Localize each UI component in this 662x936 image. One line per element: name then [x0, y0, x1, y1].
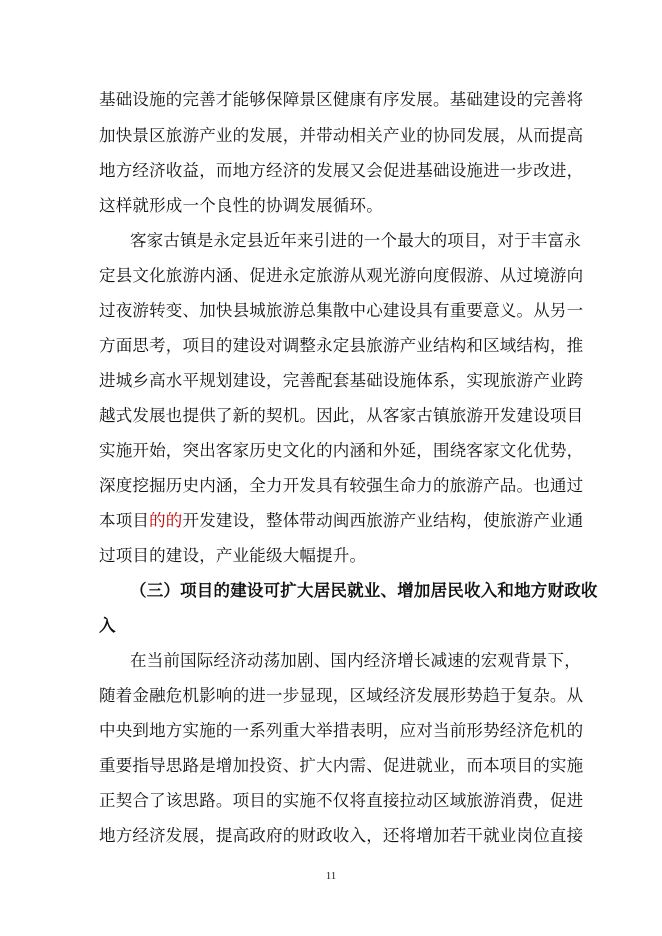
- line-text: 本项目: [99, 511, 150, 530]
- paragraph-line: 重要指导思路是增加投资、扩大内需、促进就业，而本项目的实施: [99, 756, 584, 775]
- section-heading: （三）项目的建设可扩大居民就业、增加居民收入和地方财政收: [130, 581, 598, 600]
- paragraph-line: 过项目的建设，产业能级大幅提升。: [99, 546, 367, 565]
- paragraph-line: 基础设施的完善才能够保障景区健康有序发展。基础建设的完善将: [99, 90, 584, 109]
- paragraph-line: 实施开始，突出客家历史文化的内涵和外延，围绕客家文化优势，: [99, 441, 584, 460]
- paragraph-line: 在当前国际经济动荡加剧、国内经济增长减速的宏观背景下，: [130, 651, 581, 670]
- highlighted-text: 的的: [149, 511, 183, 530]
- paragraph-line: 深度挖掘历史内涵，全力开发具有较强生命力的旅游产品。也通过: [99, 476, 584, 495]
- paragraph-line: 地方经济收益，而地方经济的发展又会促进基础设施进一步改进，: [99, 161, 584, 180]
- paragraph-line: 过夜游转变、加快县城旅游总集散中心建设具有重要意义。从另一: [99, 301, 584, 320]
- paragraph-line: 进城乡高水平规划建设，完善配套基础设施体系，实现旅游产业跨: [99, 371, 584, 390]
- paragraph-line: 客家古镇是永定县近年来引进的一个最大的项目，对于丰富永: [130, 231, 581, 250]
- paragraph-line: 随着金融危机影响的进一步显现，区域经济发展形势趋于复杂。从: [99, 686, 584, 705]
- paragraph-line: 中央到地方实施的一系列重大举措表明，应对当前形势经济危机的: [99, 721, 584, 740]
- paragraph-line: 越式发展也提供了新的契机。因此，从客家古镇旅游开发建设项目: [99, 406, 584, 425]
- paragraph-line: 正契合了该思路。项目的实施不仅将直接拉动区域旅游消费，促进: [99, 791, 584, 810]
- section-heading: 入: [99, 616, 116, 635]
- page-number: 11: [325, 870, 337, 882]
- paragraph-line: 定县文化旅游内涵、促进永定旅游从观光游向度假游、从过境游向: [99, 266, 584, 285]
- paragraph-line: [99, 511, 583, 531]
- paragraph-line: 地方经济发展，提高政府的财政收入，还将增加若干就业岗位直接: [99, 826, 584, 845]
- paragraph-line: 方面思考，项目的建设对调整永定县旅游产业结构和区域结构，推: [99, 336, 584, 355]
- paragraph-line: 这样就形成一个良性的协调发展循环。: [99, 196, 383, 215]
- paragraph-line: 加快景区旅游产业的发展，并带动相关产业的协同发展，从而提高: [99, 126, 584, 145]
- line-text: 开发建设，整体带动闽西旅游产业结构，使旅游产业通: [182, 511, 584, 530]
